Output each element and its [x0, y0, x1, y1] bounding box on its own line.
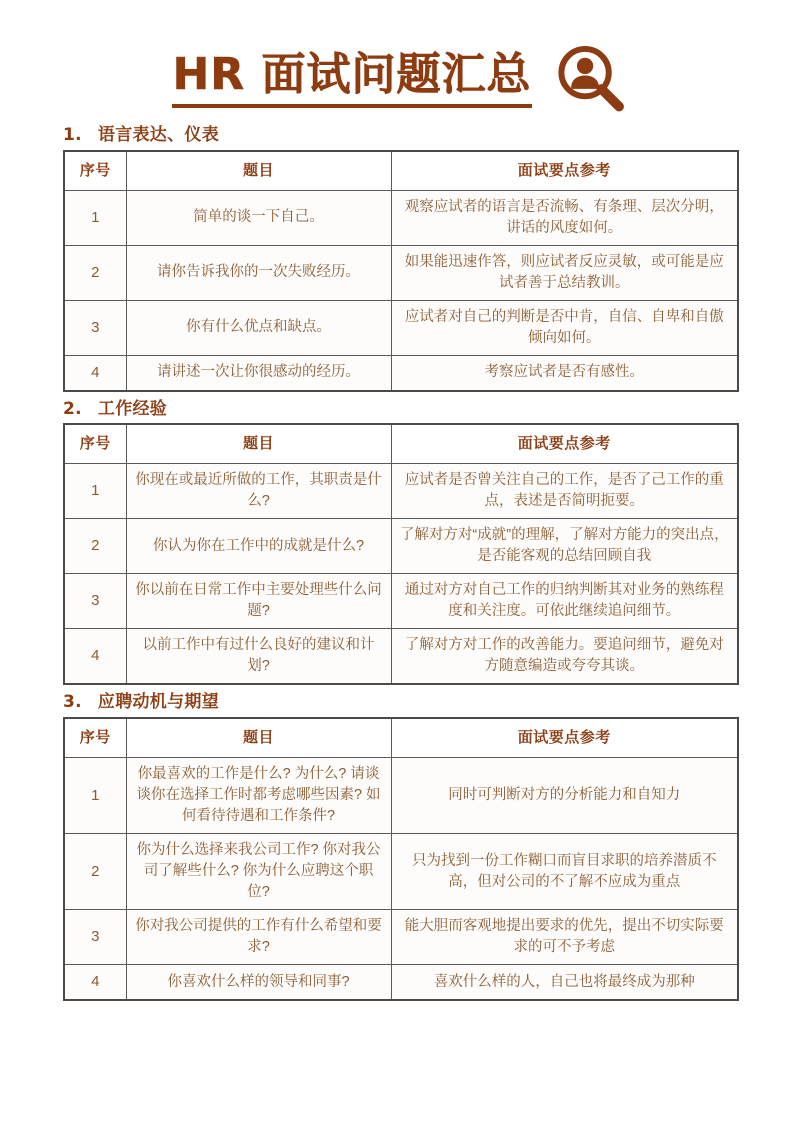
table-header-notes: 面试要点参考 [391, 151, 738, 190]
row-number-cell: 1 [64, 190, 126, 245]
section-number: 2. [63, 398, 82, 419]
question-cell: 你最喜欢的工作是什么? 为什么? 请谈谈你在选择工作时都考虑哪些因素? 如何看待待遇和工作条件? [126, 758, 391, 834]
title-wrap [172, 48, 532, 108]
question-cell: 你为什么选择来我公司工作? 你对我公司了解些什么? 你为什么应聘这个职位? [126, 834, 391, 910]
notes-cell: 了解对方对“成就”的理解，了解对方能力的突出点，是否能客观的总结回顾自我 [391, 519, 738, 574]
table-row [64, 965, 738, 1000]
document-header [63, 0, 737, 118]
questions-table [63, 423, 739, 685]
question-cell: 你对我公司提供的工作有什么希望和要求? [126, 910, 391, 965]
table-row [64, 355, 738, 390]
row-number-cell: 2 [64, 519, 126, 574]
questions-table [63, 150, 739, 392]
question-cell: 你认为你在工作中的成就是什么? [126, 519, 391, 574]
section-title: 工作经验 [97, 398, 168, 419]
page-title: HR 面试问题汇总 [172, 48, 532, 100]
table-header-notes: 面试要点参考 [391, 718, 738, 757]
section-title: 语言表达、仪表 [97, 125, 219, 145]
notes-cell: 如果能迅速作答，则应试者反应灵敏，或可能是应试者善于总结教训。 [391, 245, 738, 300]
section-1 [63, 124, 737, 392]
table-header-notes: 面试要点参考 [391, 424, 738, 463]
table-header-row [64, 718, 738, 757]
row-number-cell: 2 [64, 834, 126, 910]
section-2 [63, 398, 737, 686]
section-heading [63, 398, 737, 421]
table-row [64, 245, 738, 300]
table-header-no: 序号 [64, 424, 126, 463]
section-number: 3. [63, 692, 82, 713]
table-row [64, 629, 738, 685]
table-header-question: 题目 [126, 718, 391, 757]
question-cell: 简单的谈一下自己。 [126, 190, 391, 245]
section-3 [63, 691, 737, 1001]
question-cell: 以前工作中有过什么良好的建议和计划? [126, 629, 391, 685]
row-number-cell: 2 [64, 245, 126, 300]
table-header-row [64, 424, 738, 463]
notes-cell: 喜欢什么样的人，自己也将最终成为那种 [391, 965, 738, 1000]
person-magnifier-icon [554, 43, 628, 117]
row-number-cell: 4 [64, 355, 126, 390]
notes-cell: 了解对方对工作的改善能力。要追问细节，避免对方随意编造或夸夸其谈。 [391, 629, 738, 685]
table-header-no: 序号 [64, 151, 126, 190]
table-row [64, 300, 738, 355]
notes-cell: 考察应试者是否有感性。 [391, 355, 738, 390]
table-row [64, 519, 738, 574]
question-cell: 你喜欢什么样的领导和同事? [126, 965, 391, 1000]
table-row [64, 464, 738, 519]
notes-cell: 只为找到一份工作糊口而盲目求职的培养潜质不高，但对公司的不了解不应成为重点 [391, 834, 738, 910]
question-cell: 请讲述一次让你很感动的经历。 [126, 355, 391, 390]
title-underline-rule [172, 104, 531, 108]
table-header-question: 题目 [126, 151, 391, 190]
questions-table [63, 717, 739, 1001]
notes-cell: 能大胆而客观地提出要求的优先，提出不切实际要求的可不予考虑 [391, 910, 738, 965]
section-heading [63, 691, 737, 714]
row-number-cell: 3 [64, 574, 126, 629]
table-header-row [64, 151, 738, 190]
row-number-cell: 4 [64, 629, 126, 685]
notes-cell: 同时可判断对方的分析能力和自知力 [391, 758, 738, 834]
table-header-question: 题目 [126, 424, 391, 463]
row-number-cell: 1 [64, 758, 126, 834]
notes-cell: 应试者是否曾关注自己的工作，是否了己工作的重点，表述是否简明扼要。 [391, 464, 738, 519]
row-number-cell: 4 [64, 965, 126, 1000]
row-number-cell: 3 [64, 910, 126, 965]
notes-cell: 通过对方对自己工作的归纳判断其对业务的熟练程度和关注度。可依此继续追问细节。 [391, 574, 738, 629]
section-heading [63, 124, 737, 147]
sections-container [63, 124, 737, 1001]
section-number: 1. [63, 125, 82, 145]
question-cell: 请你告诉我你的一次失败经历。 [126, 245, 391, 300]
table-row [64, 910, 738, 965]
table-row [64, 758, 738, 834]
table-row [64, 574, 738, 629]
table-header-no: 序号 [64, 718, 126, 757]
notes-cell: 应试者对自己的判断是否中肯，自信、自卑和自傲倾向如何。 [391, 300, 738, 355]
row-number-cell: 3 [64, 300, 126, 355]
table-row [64, 834, 738, 910]
question-cell: 你以前在日常工作中主要处理些什么问题? [126, 574, 391, 629]
section-title: 应聘动机与期望 [97, 692, 219, 713]
table-row [64, 190, 738, 245]
question-cell: 你有什么优点和缺点。 [126, 300, 391, 355]
notes-cell: 观察应试者的语言是否流畅、有条理、层次分明，讲话的风度如何。 [391, 190, 738, 245]
question-cell: 你现在或最近所做的工作，其职责是什么? [126, 464, 391, 519]
row-number-cell: 1 [64, 464, 126, 519]
